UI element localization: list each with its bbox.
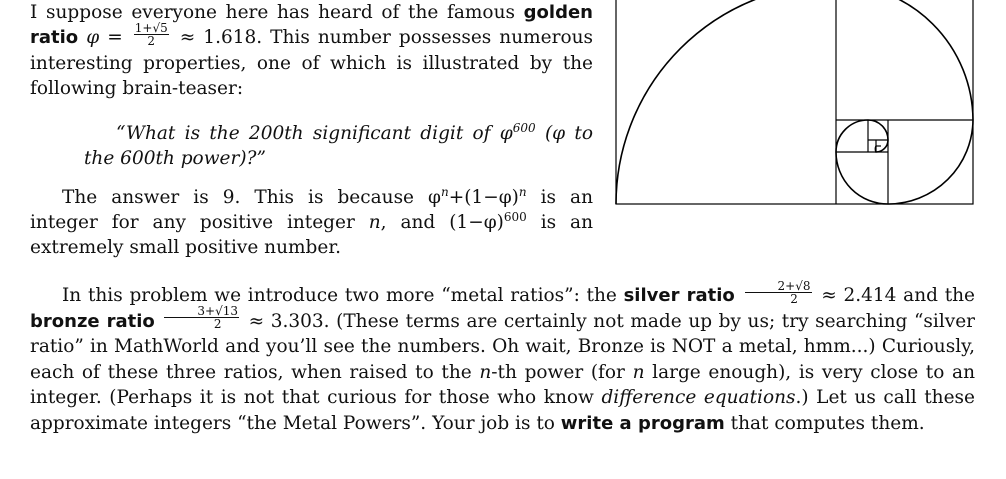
golden-fraction [134, 22, 169, 47]
problem-text-3: -th power (for [491, 361, 633, 383]
bronze-fraction [164, 305, 239, 330]
answer-exp-n1: n [440, 184, 449, 199]
problem-paragraph [30, 278, 976, 436]
silver-ratio-term: silver ratio [623, 285, 735, 306]
silver-denominator: 2 [790, 291, 798, 306]
golden-approx-text: ≈ 1.618. This number possesses numerous interesting properties, one of which is illustrated by the following brain-teaser: [30, 27, 594, 99]
answer-text-4: , and (1−φ) [380, 211, 504, 233]
golden-ratio-term: golden ratio [30, 2, 593, 48]
problem-text-4: large enough), is very close to an integer. (Perhaps it is not that curious for those who know [30, 361, 975, 408]
quote-text-1: “What is the 200th significant digit of φ [116, 122, 513, 144]
answer-exp-n2: n [518, 184, 527, 199]
golden-numerator: 1+√5 [134, 20, 168, 35]
problem-paragraph-block [30, 278, 976, 436]
quote-text-2: (φ to the 600th power)?” [84, 122, 593, 169]
bronze-ratio-term: bronze ratio [30, 310, 155, 332]
bronze-denominator: 2 [213, 317, 222, 331]
silver-fraction [745, 280, 812, 305]
left-column [30, 0, 593, 260]
answer-exp-600: 600 [503, 209, 527, 224]
figure-border [616, 0, 973, 204]
problem-text-1: In this problem we introduce two more “metal ratios”: the [62, 285, 624, 306]
write-program-term: write a program [560, 412, 725, 434]
silver-numerator: 2+√8 [745, 280, 812, 293]
problem-text-5: .) Let us call these approximate integers “the Metal Powers”. Your job is to [30, 387, 975, 434]
golden-denominator: 2 [147, 33, 156, 48]
answer-n: n [368, 211, 381, 233]
answer-text-5: is an extremely small positive number. [30, 211, 594, 258]
quote-exponent: 600 [512, 120, 536, 135]
intro-paragraph [30, 0, 593, 101]
golden-spiral-figure [615, 0, 975, 206]
silver-approx-text: ≈ 2.414 and the [814, 285, 975, 306]
problem-text-6: that computes them. [724, 412, 925, 434]
problem-n-large: n [632, 361, 645, 383]
answer-text-1: The answer is 9. This is because φ [62, 186, 441, 208]
problem-n-th: n [479, 361, 492, 383]
bronze-numerator: 3+√13 [164, 305, 239, 318]
intro-text: I suppose everyone here has heard of the famous [30, 2, 524, 23]
brain-teaser-quote [30, 121, 593, 171]
answer-text-3: is an integer for any positive integer [30, 186, 594, 233]
spiral-curve [616, 0, 973, 204]
difference-equations-term: difference equations [601, 387, 796, 408]
answer-text-2: +(1−φ) [448, 186, 519, 208]
phi-symbol: φ = [86, 27, 131, 48]
answer-paragraph [30, 185, 593, 260]
problem-text-2: ≈ 3.303. (These terms are certainly not made up by us; try searching “silver ratio” in MathWorld and you’ll see the numbers. Oh wait, Bronze is NOT a metal, hmm...) Curiously, each of these three ratios, when raised to the [30, 310, 976, 383]
